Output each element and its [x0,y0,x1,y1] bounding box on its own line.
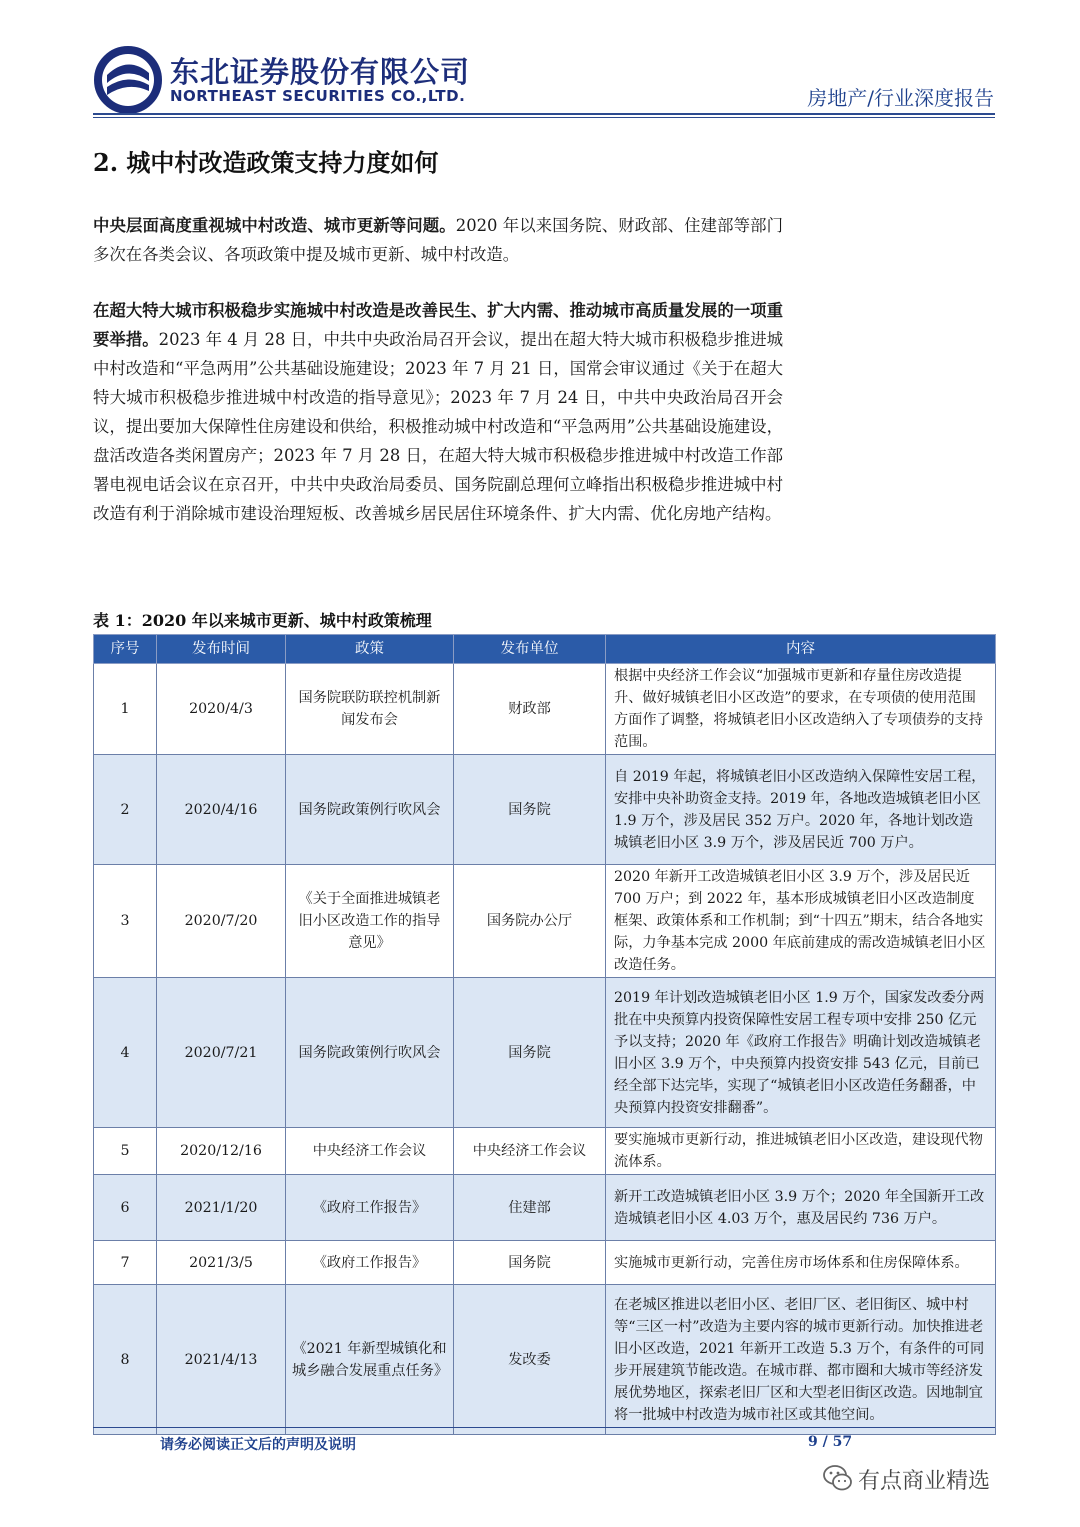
cell-date: 2020/7/21 [157,978,286,1128]
cell-date: 2021/4/13 [157,1285,286,1435]
footer-divider [93,1427,995,1428]
cell-issuer: 国务院 [454,755,606,865]
company-logo-icon [93,45,163,115]
cell-no: 2 [94,755,157,865]
table-row [94,1241,996,1285]
cell-issuer: 国务院办公厅 [454,865,606,978]
paragraph-2 [93,296,783,528]
paragraph-1 [93,211,783,269]
cell-policy: 国务院政策例行吹风会 [286,978,454,1128]
paragraph-1-body: 2020 年以来国务院、财政部、住建部等部门多次在各类会议、各项政策中提及城市更新、城中村改造。 [93,216,783,264]
cell-content: 根据中央经济工作会议“加强城市更新和存量住房改造提升、做好城镇老旧小区改造”的要求，在专项债的使用范围方面作了调整，将城镇老旧小区改造纳入了专项债券的支持范围。 [606,664,996,755]
policy-table [93,634,996,1435]
paragraph-1-lead: 中央层面高度重视城中村改造、城市更新等问题。 [93,216,456,235]
page-header [0,0,1080,120]
cell-content: 实施城市更新行动，完善住房市场体系和住房保障体系。 [606,1241,996,1285]
cell-issuer: 中央经济工作会议 [454,1128,606,1175]
cell-issuer: 国务院 [454,978,606,1128]
cell-policy: 《关于全面推进城镇老旧小区改造工作的指导意见》 [286,865,454,978]
paragraph-2-body: 2023 年 4 月 28 日，中共中央政治局召开会议，提出在超大特大城市积极稳步推进城中村改造和“平急两用”公共基础设施建设；2023 年 7 月 21 日，国常会审议通过《关于在超大特大城市积极稳步推进城中村改造的指导意见》；2023 年 7 月 24 日，中共中央政治局召开会议，提出要加大保障性住房建设和供给，积极推动城中村改造和“平急两用”公共基础设施建设，盘活改造各类闲置房产；2023 年 7 月 28 日，在超大特大城市积极稳步推进城中村改造工作部署电视电话会议在京召开，中共中央政治局委员、国务院副总理何立峰指出积极稳步推进城中村改造有利于消除城市建设治理短板、改善城乡居民居住环境条件、扩大内需、优化房地产结构。 [93,330,784,523]
cell-policy: 《政府工作报告》 [286,1175,454,1241]
cell-date: 2020/7/20 [157,865,286,978]
cell-policy: 国务院政策例行吹风会 [286,755,454,865]
table-row [94,1175,996,1241]
header-date: 发布时间 [157,635,286,664]
paragraph-2-lead: 在超大特大城市积极稳步实施城中村改造是改善民生、扩大内需、推动城市高质量发展的一项重要举措。 [93,301,783,349]
cell-date: 2021/1/20 [157,1175,286,1241]
footer-disclaimer: 请务必阅读正文后的声明及说明 [160,1437,356,1453]
cell-issuer: 财政部 [454,664,606,755]
cell-no: 8 [94,1285,157,1435]
cell-date: 2020/12/16 [157,1128,286,1175]
cell-policy: 国务院联防联控机制新闻发布会 [286,664,454,755]
cell-content: 2019 年计划改造城镇老旧小区 1.9 万个，国家发改委分两批在中央预算内投资保障性安居工程专项中安排 250 亿元予以支持；2020 年《政府工作报告》明确计划改造城镇老旧小区 3.9 万个，中央预算内投资安排 543 亿元，目前已经全部下达完毕，实现了“城镇老旧小区改造任务翻番，中央预算内投资安排翻番”。 [606,978,996,1128]
table-header-row [94,635,996,664]
cell-issuer: 发改委 [454,1285,606,1435]
header-no: 序号 [94,635,157,664]
cell-content: 新开工改造城镇老旧小区 3.9 万个；2020 年全国新开工改造城镇老旧小区 4.03 万个，惠及居民约 736 万户。 [606,1175,996,1241]
header-policy: 政策 [286,635,454,664]
watermark-text: 有点商业精选 [858,1469,991,1494]
cell-no: 6 [94,1175,157,1241]
company-name-cn: 东北证券股份有限公司 [170,55,471,89]
header-divider-thin [93,117,995,118]
header-divider [93,113,995,115]
wechat-icon [822,1463,854,1493]
header-issuer: 发布单位 [454,635,606,664]
cell-issuer: 国务院 [454,1241,606,1285]
cell-issuer: 住建部 [454,1175,606,1241]
cell-policy: 中央经济工作会议 [286,1128,454,1175]
table-row [94,1285,996,1435]
table-row [94,755,996,865]
cell-date: 2020/4/3 [157,664,286,755]
cell-content: 自 2019 年起，将城镇老旧小区改造纳入保障性安居工程，安排中央补助资金支持。2019 年，各地改造城镇老旧小区 1.9 万个，涉及居民 352 万户。2020 年，各地计划改造城镇老旧小区 3.9 万个，涉及居民近 700 万户。 [606,755,996,865]
section-title: 2. 城中村改造政策支持力度如何 [93,148,439,177]
cell-date: 2020/4/16 [157,755,286,865]
cell-no: 5 [94,1128,157,1175]
report-category: 房地产/行业深度报告 [807,86,994,110]
table-caption: 表 1：2020 年以来城市更新、城中村政策梳理 [93,611,432,630]
cell-date: 2021/3/5 [157,1241,286,1285]
table-row [94,1128,996,1175]
header-content: 内容 [606,635,996,664]
cell-content: 2020 年新开工改造城镇老旧小区 3.9 万个，涉及居民近 700 万户；到 2022 年，基本形成城镇老旧小区改造制度框架、政策体系和工作机制；到“十四五”期末，结合各地实际，力争基本完成 2000 年底前建成的需改造城镇老旧小区改造任务。 [606,865,996,978]
cell-content: 要实施城市更新行动，推进城镇老旧小区改造，建设现代物流体系。 [606,1128,996,1175]
cell-policy: 《2021 年新型城镇化和城乡融合发展重点任务》 [286,1285,454,1435]
table-row [94,664,996,755]
cell-policy: 《政府工作报告》 [286,1241,454,1285]
cell-content: 在老城区推进以老旧小区、老旧厂区、老旧街区、城中村等“三区一村”改造为主要内容的城市更新行动。加快推进老旧小区改造，2021 年新开工改造 5.3 万个，有条件的可同步开展建筑节能改造。在城市群、都市圈和大城市等经济发展优势地区，探索老旧厂区和大型老旧街区改造。因地制宜将一批城中村改造为城市社区或其他空间。 [606,1285,996,1435]
cell-no: 3 [94,865,157,978]
table-row [94,865,996,978]
cell-no: 7 [94,1241,157,1285]
cell-no: 1 [94,664,157,755]
page-number: 9 / 57 [808,1434,853,1450]
cell-no: 4 [94,978,157,1128]
table-row [94,978,996,1128]
company-name-en: NORTHEAST SECURITIES CO.,LTD. [170,87,466,105]
